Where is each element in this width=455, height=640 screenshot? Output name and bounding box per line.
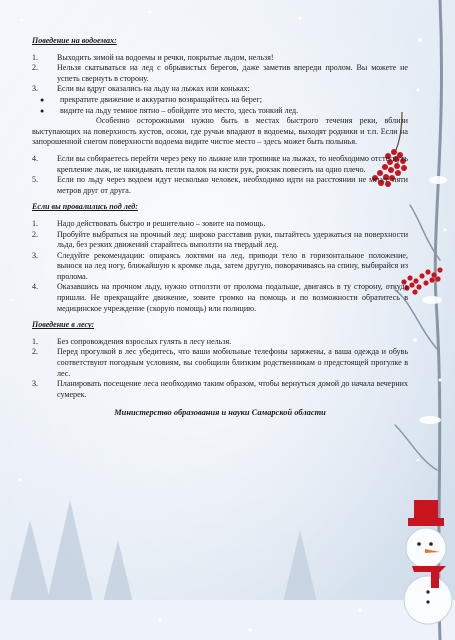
section-title-forest: Поведение в лесу: <box>32 320 95 330</box>
list-item <box>32 230 408 251</box>
section-title-water: Поведение на водоемах: <box>32 36 117 45</box>
bullet-item <box>32 95 408 106</box>
item-text: Следуйте рекомендации: опираясь локтями на лед, приводи тело в горизонтальное положение, вынося на лед ногу, ближайшую к кромке льда, затем другую, поворачиваясь на спину, выбирайся из пролома. <box>57 250 408 281</box>
list-item <box>32 337 408 348</box>
item-number: 1. <box>32 218 39 228</box>
footer-ministry: Министерство образования и науки Самарской области <box>114 408 326 418</box>
item-number: 1. <box>32 52 39 62</box>
list-item <box>32 175 408 196</box>
list-item <box>32 219 408 230</box>
list-item <box>32 84 408 95</box>
bullet-text: прекратите движение и аккуратно возвращайтесь на берег; <box>60 94 262 104</box>
warning-paragraph: Особенно осторожными нужно быть в местах быстрого течения реки, вблизи выступающих на поверхность кустов, осоки, где ручьи впадают в водоемы, выходят родники и т.п. Если на запорошенной снегом поверхности водоема видите чистое место – здесь может быть полынья. <box>32 116 408 147</box>
bullet-icon: ● <box>40 106 45 115</box>
item-number: 3. <box>32 250 39 260</box>
item-text: Оказавшись на прочном льду, нужно отползти от пролома подальше, двигаясь в ту сторону, откуда пришли. Не прекращайте движение, зовите громко на помощь и по возможности обратитесь в медицинское учреждение (скорую помощь) или полицию. <box>57 282 408 313</box>
item-text: Если вы собираетесь перейти через реку по лыжне или тропинке на лыжах, то необходимо отстегнуть крепление лыж, не накидывать петли палок на кисти рук, рюкзак повесить на одно плечо. <box>57 153 408 174</box>
item-text: Перед прогулкой в лес убедитесь, что ваши мобильные телефоны заряжены, а ваша одежда и обувь соответствуют погодным условиям, вы сообщили близким родственникам о предстоящей прогулке в лес. <box>57 347 408 378</box>
item-text: Надо действовать быстро и решительно – зовите на помощь. <box>57 218 266 228</box>
item-number: 5. <box>32 175 39 185</box>
item-text: Нельзя скатываться на лед с обрывистых берегов, даже заметив впереди пролом. Вы можете не успеть свернуть в сторону. <box>57 63 408 83</box>
safety-leaflet <box>32 36 408 419</box>
item-number: 1. <box>32 336 39 346</box>
item-text: Планировать посещение леса необходимо таким образом, чтобы вернуться домой до начала вечерних сумерек. <box>57 379 408 399</box>
item-text: Если по льду через водоем идут несколько человек, необходимо идти на расстоянии не менее пяти метров друг от друга. <box>57 175 408 195</box>
item-number: 3. <box>32 84 39 94</box>
item-text: Если вы вдруг оказались на льду на лыжах или коньках: <box>57 84 250 94</box>
item-number: 2. <box>32 229 39 239</box>
item-number: 2. <box>32 347 39 357</box>
list-item <box>32 282 408 314</box>
list-item <box>32 251 408 283</box>
list-item <box>32 154 408 175</box>
item-text: Без сопровождения взрослых гулять в лесу нельзя. <box>57 336 232 346</box>
item-text: Пробуйте выбраться на прочный лед: широко расставив руки, пытайтесь удержаться на поверхности льда, без резких движений старайтесь выползти на твердый лед. <box>57 229 408 250</box>
list-item <box>32 53 408 64</box>
item-number: 4. <box>32 153 39 163</box>
list-item <box>32 379 408 400</box>
bullet-icon: ● <box>40 95 45 104</box>
item-number: 3. <box>32 379 39 389</box>
item-text: Выходить зимой на водоемы и речки, покрытые льдом, нельзя! <box>57 52 274 62</box>
item-number: 4. <box>32 282 39 292</box>
list-item <box>32 347 408 379</box>
bullet-text: видите на льду темное пятно – обойдите это место, здесь тонкий лед. <box>60 105 299 115</box>
bullet-item <box>32 106 408 117</box>
section-title-fell-through-ice: Если вы провалились под лед: <box>32 202 138 212</box>
item-number: 2. <box>32 63 39 73</box>
list-item <box>32 63 408 84</box>
